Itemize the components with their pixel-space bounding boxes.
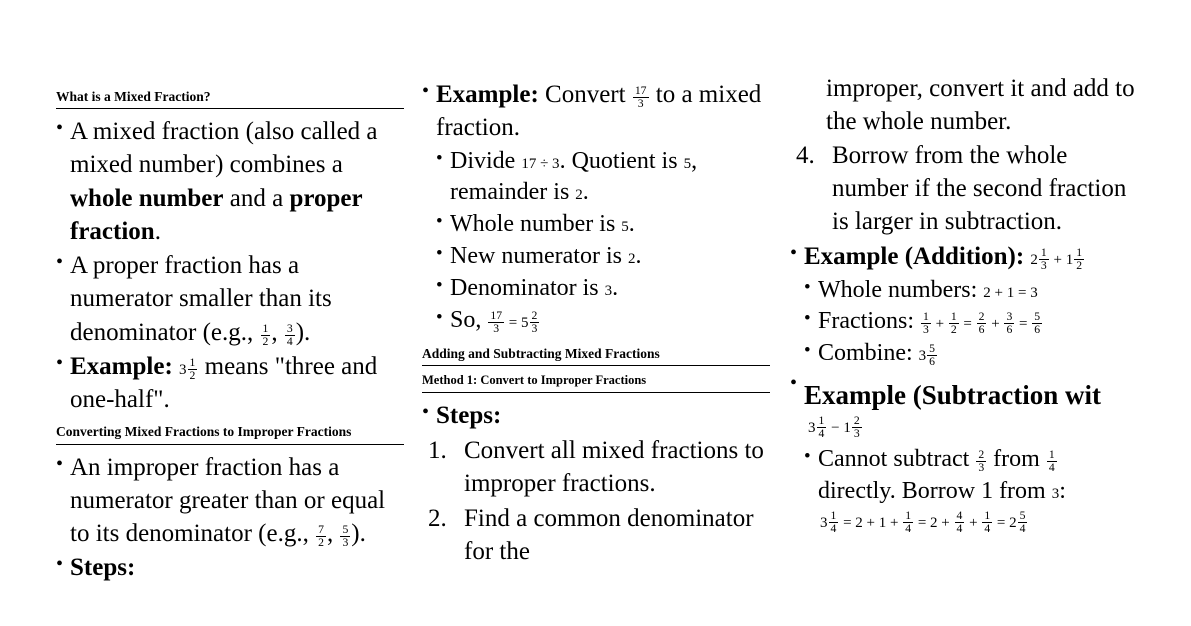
fraction-five-thirds: $\frac{5}{3}$ [342,523,349,550]
text-run: , remainder is [450,147,698,206]
math-result-equation: $\frac{17}{3}$ = 5 $\frac{2}{3}$ [490,309,538,335]
math-addition-expression: 2 $\frac{1}{3}$ + 1 $\frac{1}{2}$ [1030,246,1083,273]
math-divide: 17 ÷ 3 [521,155,560,172]
list-item [804,338,1140,370]
mixed-number-three-and-half: 3 $\frac{1}{2}$ [179,355,196,382]
column-3 [790,0,1140,626]
list-item [56,350,404,417]
list-example-addition [790,240,1140,273]
list-item [56,115,404,248]
text-run: Cannot subtract [818,445,976,472]
list-item [422,78,770,145]
text-run: . [154,217,161,245]
text-run: . [635,243,642,270]
text-run: Whole numbers: [818,276,984,303]
divider [422,392,770,393]
section-heading-converting-to-improper: Converting Mixed Fractions to Improper Fractions [56,423,404,444]
math-quotient: 5 [683,155,692,172]
text-run: . [612,275,619,302]
text-run: . [582,179,589,206]
list-item [436,209,770,241]
fraction-one-half: $\frac{1}{2}$ [262,321,269,348]
math-remainder: 2 [575,187,583,204]
list-item: Convert all mixed fractions to improper fractions. [464,436,764,497]
list-item [804,275,1140,307]
text-run: Convert [538,81,632,108]
fraction-seven-halves: $\frac{7}{2}$ [318,523,324,550]
text-run: Combine: [818,340,919,367]
text-run: An improper fraction has a numerator greater than or equal to its denominator (e.g., [70,453,386,548]
list-method-steps-label [422,399,770,432]
text-run: and a [223,184,290,212]
list-example-convert [422,78,770,145]
text-run: to a mixed fraction. [436,81,762,142]
bold-proper-fraction: proper fraction [70,184,363,245]
fraction-three-quarters: $\frac{3}{4}$ [286,321,293,348]
text-run: , [326,520,340,548]
bold-steps-label: Steps: [436,402,502,430]
list-item [436,305,770,337]
list-item: Find a common denominator for the [464,505,754,566]
subheading-method-1: Method 1: Convert to Improper Fractions [422,373,647,388]
text-run: New numerator is [450,243,628,270]
text-run: A proper fraction has a numerator smaller than its denominator (e.g., [70,252,332,346]
text-run: means "three and one-half". [70,352,378,414]
list-addition-steps [790,275,1140,371]
text-run: So, [450,307,488,334]
math-whole-sum: 2 + 1 = 3 [983,284,1038,301]
math-fraction-sum: $\frac{1}{3}$ + $\frac{1}{2}$ = $\frac{2}{6}$ + $\frac{3}{6}$ = $\frac{5}{6}$ [923,310,1041,337]
list-item [804,306,1140,338]
list-item [56,249,404,349]
list-item: Borrow from the whole number if the second fraction is larger in subtraction. [832,141,1127,235]
list-item [436,273,770,305]
continued-paragraph: improper, convert it and add to the whole number. [826,75,1135,136]
list-item-empty [790,370,1140,378]
bold-whole-number: whole number [70,184,224,212]
list-subtraction-steps [790,444,1140,508]
math-borrow-equation: 3 $\frac{1}{4}$ = 2 + 1 + $\frac{1}{4}$ = 2 + $\frac{4}{4}$ + $\frac{1}{4}$ = 2 $\frac{5}{4}$ [820,508,1026,535]
math-new-numerator: 2 [627,251,636,268]
bold-example-subtraction-label: Example (Subtraction wit [804,380,1101,411]
ordered-list-continued-steps [790,139,1140,239]
list-item [56,551,404,584]
text-run: directly. Borrow 1 from [818,477,1052,504]
fraction-one-quarter: $\frac{1}{4}$ [1048,447,1055,474]
text-run: Whole number is [450,211,622,238]
list-item [56,451,404,551]
list-item [790,240,1140,273]
math-denominator: 3 [604,283,613,300]
list-improper [56,451,404,585]
list-item [436,241,770,273]
bold-steps-label: Steps: [70,554,136,582]
list-item [804,444,1140,508]
text-run: . [628,211,635,238]
list-item [436,146,770,210]
section-heading-adding-subtracting: Adding and Subtracting Mixed Fractions [422,345,770,366]
bold-example-label: Example: [436,81,539,108]
fraction-two-thirds: $\frac{2}{3}$ [978,447,985,474]
list-conversion-steps [422,146,770,337]
text-run: , [271,318,284,346]
list-item [422,399,770,432]
fraction-seventeen-thirds: $\frac{17}{3}$ [634,83,647,110]
text-run: ). [351,520,366,548]
column-1 [56,0,404,626]
ordered-list-method-steps [422,434,770,569]
list-example-subtraction [790,370,1140,378]
text-run: Denominator is [450,275,605,302]
text-run: A mixed fraction (also called a mixed number) combines a [70,118,378,179]
column-2 [422,0,770,626]
text-run: . Quotient is [559,147,684,174]
bold-example-addition-label: Example (Addition): [804,243,1025,271]
list-definitions [56,115,404,416]
section-heading-what-is-mixed-fraction: What is a Mixed Fraction? [56,88,404,109]
text-run: from [987,445,1046,472]
text-run: ). [295,318,311,346]
text-run: Fractions: [818,308,920,335]
math-borrow-source: 3 [1051,485,1060,502]
text-run: Divide [450,147,522,174]
math-whole-number: 5 [621,219,629,236]
bold-example-label: Example: [70,352,173,380]
math-combined-result: 3 $\frac{5}{6}$ [918,342,936,369]
math-subtraction-expression: 3 $\frac{1}{4}$ − 1 $\frac{2}{3}$ [808,413,860,440]
text-run: : [1059,477,1066,504]
